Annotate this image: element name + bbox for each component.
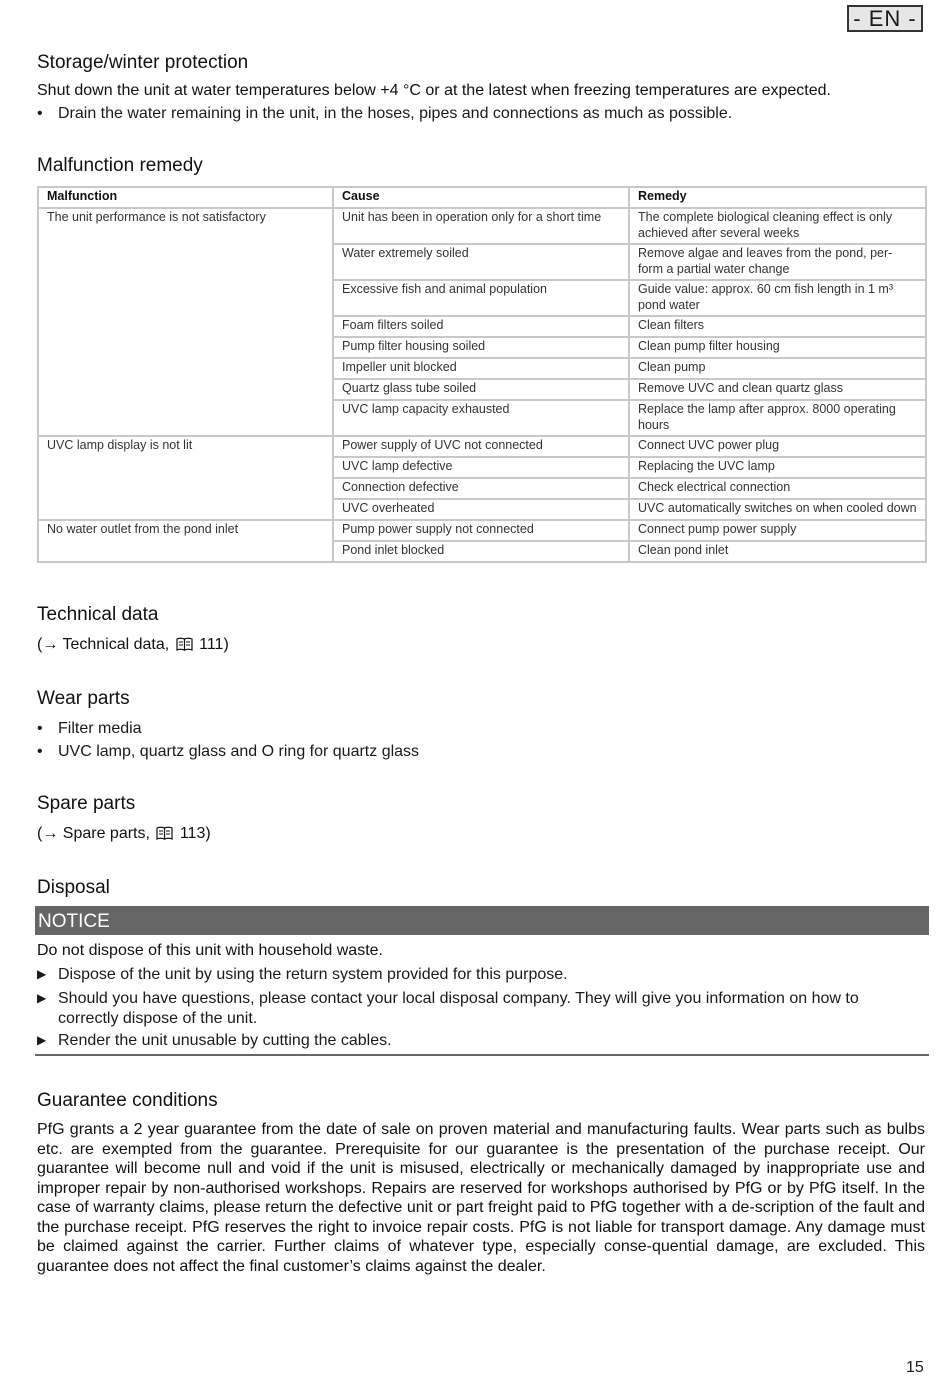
remedy-cell: Check electrical connection: [629, 478, 926, 499]
book-icon: [176, 637, 193, 651]
notice-text: Do not dispose of this unit with household waste.: [37, 942, 383, 959]
table-row: [38, 436, 926, 457]
disposal-step-text: Dispose of the unit by using the return system provided for this purpose.: [58, 966, 568, 983]
notice-divider: [35, 1054, 929, 1056]
storage-bullet: [37, 104, 918, 124]
bullet-dot: •: [37, 105, 43, 122]
malfunction-cell: No water outlet from the pond inlet: [38, 520, 333, 562]
bullet-dot: •: [37, 720, 43, 737]
malfunction-cell: UVC lamp display is not lit: [38, 436, 333, 520]
remedy-cell: Clean pump: [629, 358, 926, 379]
disposal-step-text: Should you have questions, please contact your local disposal company. They will give you information on how to correctly dispose of the unit.: [58, 990, 859, 1027]
remedy-cell: Connect pump power supply: [629, 520, 926, 541]
technical-reference: [37, 635, 229, 655]
wear-item-text: Filter media: [58, 720, 142, 737]
cause-cell: Pump filter housing soiled: [333, 337, 629, 358]
remedy-cell: Remove UVC and clean quartz glass: [629, 379, 926, 400]
step-arrow-icon: ▶: [37, 1033, 47, 1047]
malfunction-heading: Malfunction remedy: [37, 155, 203, 176]
remedy-cell: Clean pond inlet: [629, 541, 926, 562]
spare-ref-text: (→ Spare parts,: [37, 825, 155, 842]
cause-cell: Foam filters soiled: [333, 316, 629, 337]
step-arrow-icon: ▶: [37, 967, 47, 981]
disposal-step: [37, 965, 918, 985]
malfunction-table: [37, 186, 927, 563]
disposal-step: [37, 1031, 918, 1051]
language-badge: - EN -: [847, 5, 923, 32]
technical-heading: Technical data: [37, 604, 159, 625]
remedy-cell: Guide value: approx. 60 cm fish length in 1 m³ pond water: [629, 280, 926, 316]
spare-heading: Spare parts: [37, 793, 136, 814]
technical-ref-text: (→ Technical data,: [37, 636, 174, 653]
remedy-cell: Replace the lamp after approx. 8000 operating hours: [629, 400, 926, 436]
step-arrow-icon: ▶: [37, 991, 47, 1005]
disposal-heading: Disposal: [37, 877, 110, 898]
malfunction-cell: The unit performance is not satisfactory: [38, 208, 333, 436]
cause-cell: UVC overheated: [333, 499, 629, 520]
column-header-cause: Cause: [333, 187, 629, 208]
remedy-cell: Clean filters: [629, 316, 926, 337]
storage-bullet-text: Drain the water remaining in the unit, in the hoses, pipes and connections as much as possible.: [58, 105, 733, 122]
guarantee-text: PfG grants a 2 year guarantee from the date of sale on proven material and manufacturing faults. Wear parts such as bulbs etc. are exempted from the guarantee. Prerequisite for our guarantee is the presentation of the purchase receipt. Our guarantee will become null and void if the unit is misused, electrically or mechanically damaged by inappropriate use and improper repair by non-authorised workshops. Repairs are reserved for workshops authorised by PfG or by PfG itself. In the case of warranty claims, please return the defective unit or part freight paid to PfG together with a de-scription of the fault and the purchase receipt. PfG reserves the right to invoice repair costs. PfG is not liable for transport damage. Any damage must be claimed against the carrier. Further claims of whatever type, especially conse-quential damage, are excluded. This guarantee does not affect the final customer’s claims against the dealer.: [37, 1121, 925, 1275]
wear-item: [37, 719, 918, 739]
wear-item: [37, 742, 918, 762]
technical-ref-page: 111): [199, 636, 229, 653]
remedy-cell: Remove algae and leaves from the pond, per-form a partial water change: [629, 244, 926, 280]
disposal-step: [37, 989, 918, 1028]
cause-cell: Excessive fish and animal population: [333, 280, 629, 316]
remedy-cell: Connect UVC power plug: [629, 436, 926, 457]
cause-cell: Connection defective: [333, 478, 629, 499]
book-icon: [156, 826, 173, 840]
cause-cell: UVC lamp capacity exhausted: [333, 400, 629, 436]
table-row: [38, 208, 926, 244]
cause-cell: Power supply of UVC not connected: [333, 436, 629, 457]
cause-cell: Water extremely soiled: [333, 244, 629, 280]
spare-reference: [37, 824, 211, 844]
remedy-cell: The complete biological cleaning effect is only achieved after several weeks: [629, 208, 926, 244]
cause-cell: Pump power supply not connected: [333, 520, 629, 541]
storage-text: Shut down the unit at water temperatures below +4 °C or at the latest when freezing temperatures are expected.: [37, 82, 831, 99]
guarantee-heading: Guarantee conditions: [37, 1090, 218, 1111]
disposal-step-text: Render the unit unusable by cutting the cables.: [58, 1032, 392, 1049]
bullet-dot: •: [37, 743, 43, 760]
cause-cell: Pond inlet blocked: [333, 541, 629, 562]
cause-cell: UVC lamp defective: [333, 457, 629, 478]
remedy-cell: Replacing the UVC lamp: [629, 457, 926, 478]
cause-cell: Impeller unit blocked: [333, 358, 629, 379]
notice-label: NOTICE: [35, 906, 929, 935]
page-number: 15: [906, 1359, 924, 1376]
storage-heading: Storage/winter protection: [37, 52, 249, 73]
spare-ref-page: 113): [179, 825, 211, 842]
wear-heading: Wear parts: [37, 688, 130, 709]
column-header-malfunction: Malfunction: [38, 187, 333, 208]
remedy-cell: UVC automatically switches on when cooled down: [629, 499, 926, 520]
table-row: [38, 520, 926, 541]
cause-cell: Unit has been in operation only for a short time: [333, 208, 629, 244]
table-header-row: [38, 187, 926, 208]
column-header-remedy: Remedy: [629, 187, 926, 208]
cause-cell: Quartz glass tube soiled: [333, 379, 629, 400]
remedy-cell: Clean pump filter housing: [629, 337, 926, 358]
wear-item-text: UVC lamp, quartz glass and O ring for quartz glass: [58, 743, 420, 760]
